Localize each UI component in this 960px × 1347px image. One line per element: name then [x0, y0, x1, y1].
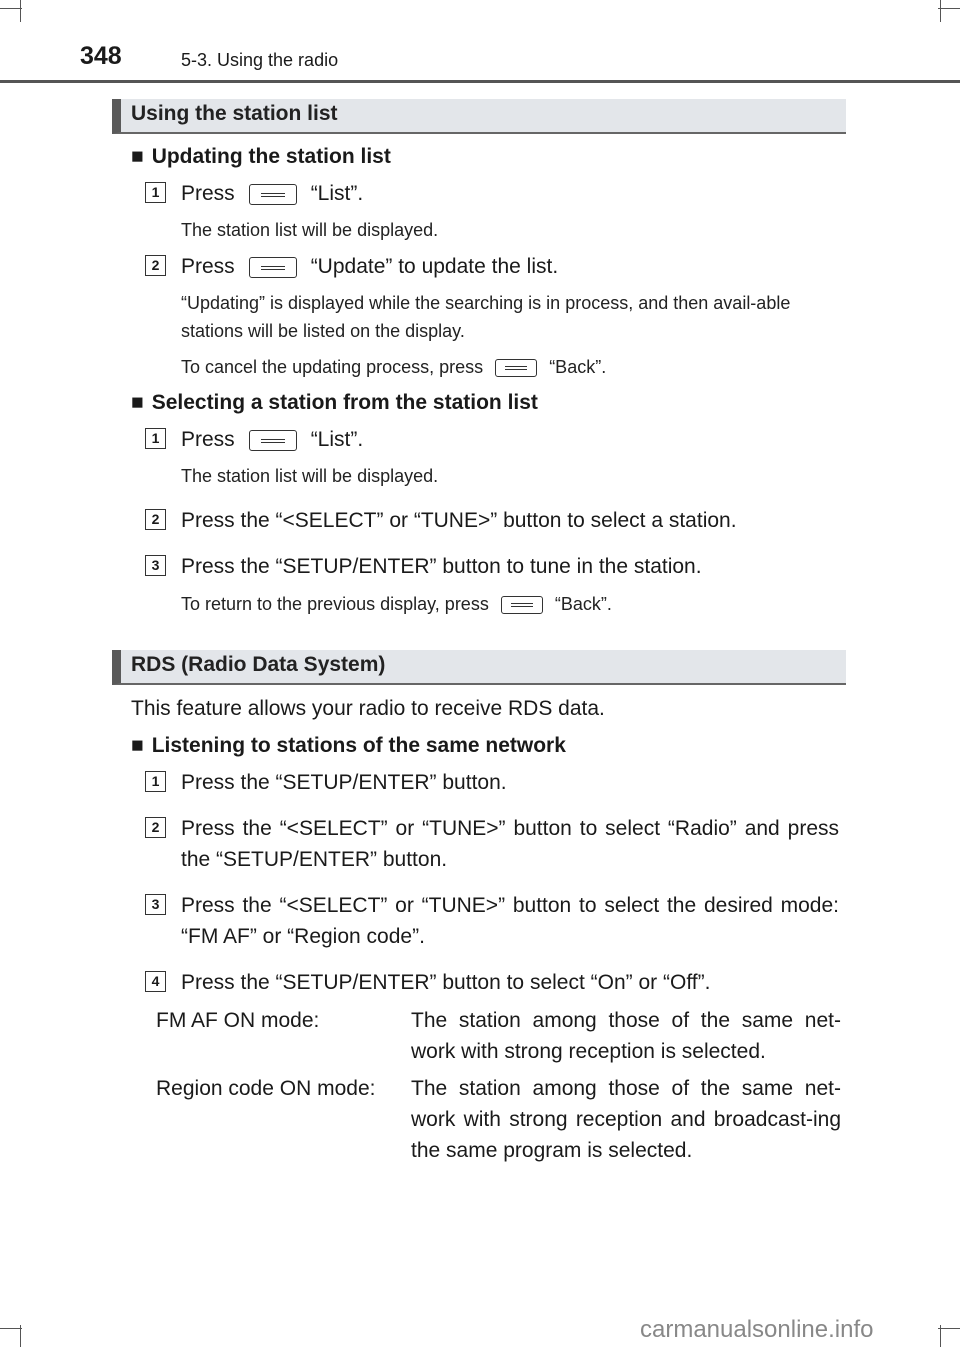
- section-title: RDS (Radio Data System): [131, 653, 386, 676]
- step-number: 2: [145, 509, 166, 530]
- square-bullet-icon: ■: [131, 734, 144, 757]
- step-text: [181, 251, 558, 282]
- step-text: [181, 178, 363, 209]
- subheading-text: Selecting a station from the station list: [151, 391, 538, 414]
- step-number: 3: [145, 894, 166, 915]
- square-bullet-icon: ■: [131, 145, 144, 168]
- section-heading-station-list: [112, 99, 846, 134]
- mode-description: The station among those of the same net-work with strong reception and broadcast-ing the same program is selected.: [411, 1077, 841, 1162]
- step-text: Press the “<SELECT” or “TUNE>” button to select “Radio” and press the “SETUP/ENTER” button.: [181, 817, 839, 871]
- section-title: Using the station list: [131, 102, 338, 125]
- crop-mark: [938, 1328, 960, 1329]
- note: The station list will be displayed.: [181, 220, 439, 240]
- steering-switch-icon: [501, 596, 543, 614]
- section-heading-rds: [112, 650, 846, 685]
- step-after-text: “Update” to update the list.: [310, 255, 559, 278]
- step-number: 2: [145, 255, 166, 276]
- subheading-updating: [131, 145, 391, 169]
- page-header: [0, 0, 960, 84]
- chapter-title: 5-3. Using the radio: [181, 50, 339, 70]
- crop-mark: [20, 1325, 21, 1347]
- step-after-text: “List”.: [310, 182, 364, 205]
- steering-switch-icon: [249, 184, 297, 205]
- note: [181, 353, 606, 381]
- press-text: Press: [181, 428, 235, 451]
- step-number: 1: [145, 771, 166, 792]
- mode-description: The station among those of the same net-work with strong reception is selected.: [411, 1009, 841, 1063]
- page-number: 348: [80, 42, 122, 70]
- steering-switch-icon: [249, 430, 297, 451]
- step-text: Press the “<SELECT” or “TUNE>” button to select the desired mode: “FM AF” or “Region code”.: [181, 894, 839, 948]
- step-text: [181, 424, 363, 455]
- note-text: To cancel the updating process, press: [181, 357, 484, 377]
- crop-mark: [0, 1328, 22, 1329]
- note-text: “Back”.: [554, 594, 612, 614]
- step-number: 3: [145, 555, 166, 576]
- step-number: 1: [145, 428, 166, 449]
- step-after-text: “List”.: [310, 428, 364, 451]
- note-text: To return to the previous display, press: [181, 594, 489, 614]
- step-number: 2: [145, 817, 166, 838]
- press-text: Press: [181, 255, 235, 278]
- press-text: Press: [181, 182, 235, 205]
- mode-term: Region code ON mode:: [156, 1077, 376, 1100]
- note: [181, 590, 612, 618]
- steering-switch-icon: [249, 257, 297, 278]
- step-number: 1: [145, 182, 166, 203]
- step-text: Press the “SETUP/ENTER” button.: [181, 771, 507, 794]
- steering-switch-icon: [495, 359, 537, 377]
- note: “Updating” is displayed while the searching is in process, and then avail-able stations will be listed on the display.: [181, 293, 791, 341]
- note: The station list will be displayed.: [181, 466, 439, 486]
- subheading-text: Updating the station list: [151, 145, 391, 168]
- header-rule: [0, 80, 960, 83]
- note-text: “Back”.: [549, 357, 607, 377]
- subheading-selecting: [131, 391, 538, 415]
- intro-paragraph: This feature allows your radio to receive RDS data.: [131, 697, 605, 720]
- crop-mark: [940, 1325, 941, 1347]
- watermark: carmanualsonline.info: [640, 1316, 874, 1343]
- mode-term: FM AF ON mode:: [156, 1009, 320, 1032]
- step-text: Press the “SETUP/ENTER” button to select “On” or “Off”.: [181, 971, 711, 994]
- step-number: 4: [145, 971, 166, 992]
- step-text: Press the “SETUP/ENTER” button to tune in the station.: [181, 555, 702, 578]
- subheading-text: Listening to stations of the same network: [151, 734, 566, 757]
- step-text: Press the “<SELECT” or “TUNE>” button to select a station.: [181, 509, 737, 532]
- subheading-network: [131, 734, 566, 758]
- square-bullet-icon: ■: [131, 391, 144, 414]
